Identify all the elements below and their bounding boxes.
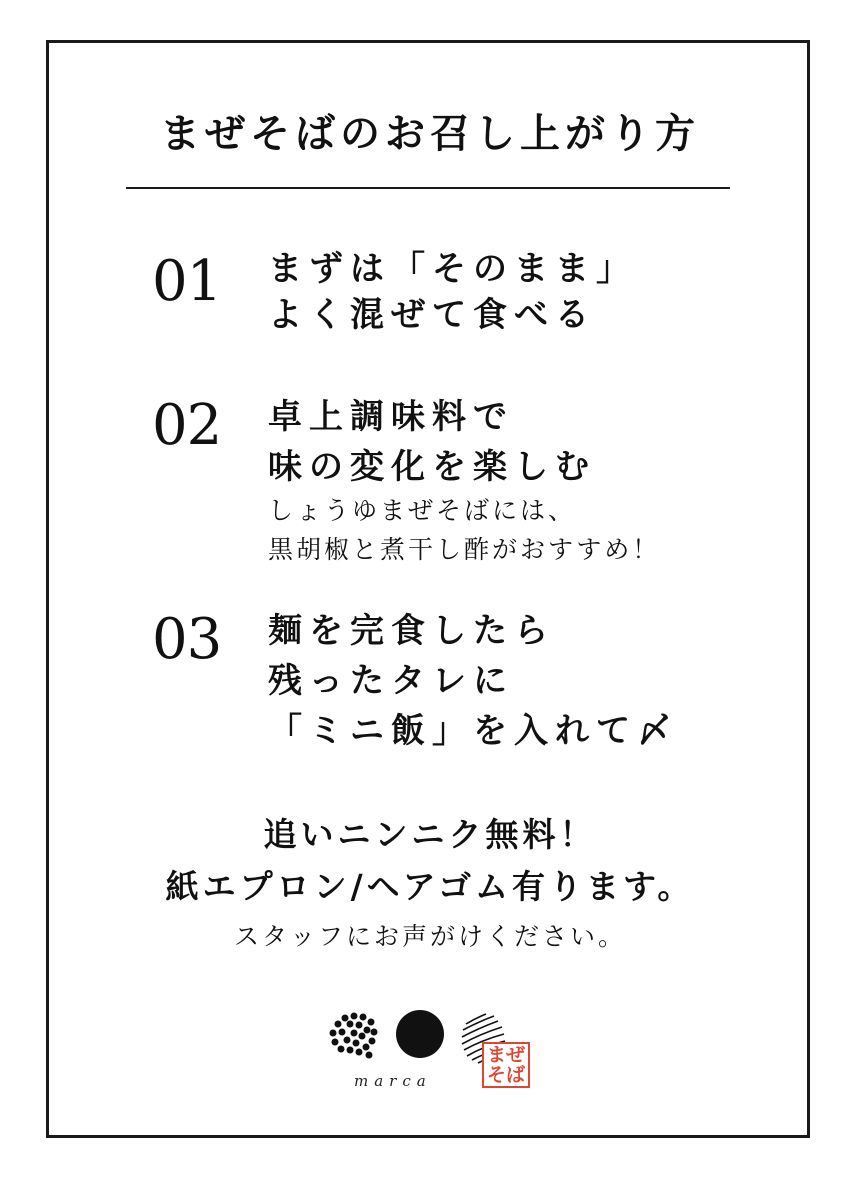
step-number: 02 bbox=[152, 393, 222, 458]
step-text-line: まずは「そのまま」 bbox=[268, 249, 637, 289]
stamp-line: そば bbox=[486, 1064, 525, 1086]
page-title: まぜそばのお召し上がり方 bbox=[160, 111, 700, 157]
step-subtext-line: 黒胡椒と煮干し酢がおすすめ！ bbox=[268, 535, 661, 564]
page-border bbox=[46, 40, 810, 1138]
step-text-line: 残ったタレに bbox=[268, 661, 514, 701]
step-subtext-line: しょうゆまぜそばには、 bbox=[268, 496, 577, 525]
dotted-circle-icon bbox=[330, 1013, 378, 1059]
step-number: 03 bbox=[152, 607, 222, 672]
step-number: 01 bbox=[152, 249, 222, 314]
stamp-line: まぜ bbox=[486, 1044, 525, 1066]
maze-soba-stamp bbox=[482, 1042, 530, 1088]
notice-subtext: スタッフにお声がけください。 bbox=[233, 922, 626, 951]
step-text-line: 麺を完食したら bbox=[268, 611, 555, 651]
step-text-line: 味の変化を楽しむ bbox=[268, 447, 596, 487]
step-text-line: 「ミニ飯」を入れて〆 bbox=[268, 711, 678, 751]
solid-circle-icon bbox=[396, 1010, 444, 1058]
notice-line: 紙エプロン/ヘアゴム有ります。 bbox=[165, 867, 695, 906]
notice-line: 追いニンニク無料！ bbox=[263, 815, 597, 854]
title-divider bbox=[126, 187, 730, 189]
step-text-line: よく混ぜて食べる bbox=[268, 295, 596, 335]
step-text-line: 卓上調味料で bbox=[268, 397, 514, 437]
logo-text: marca bbox=[354, 1072, 432, 1090]
